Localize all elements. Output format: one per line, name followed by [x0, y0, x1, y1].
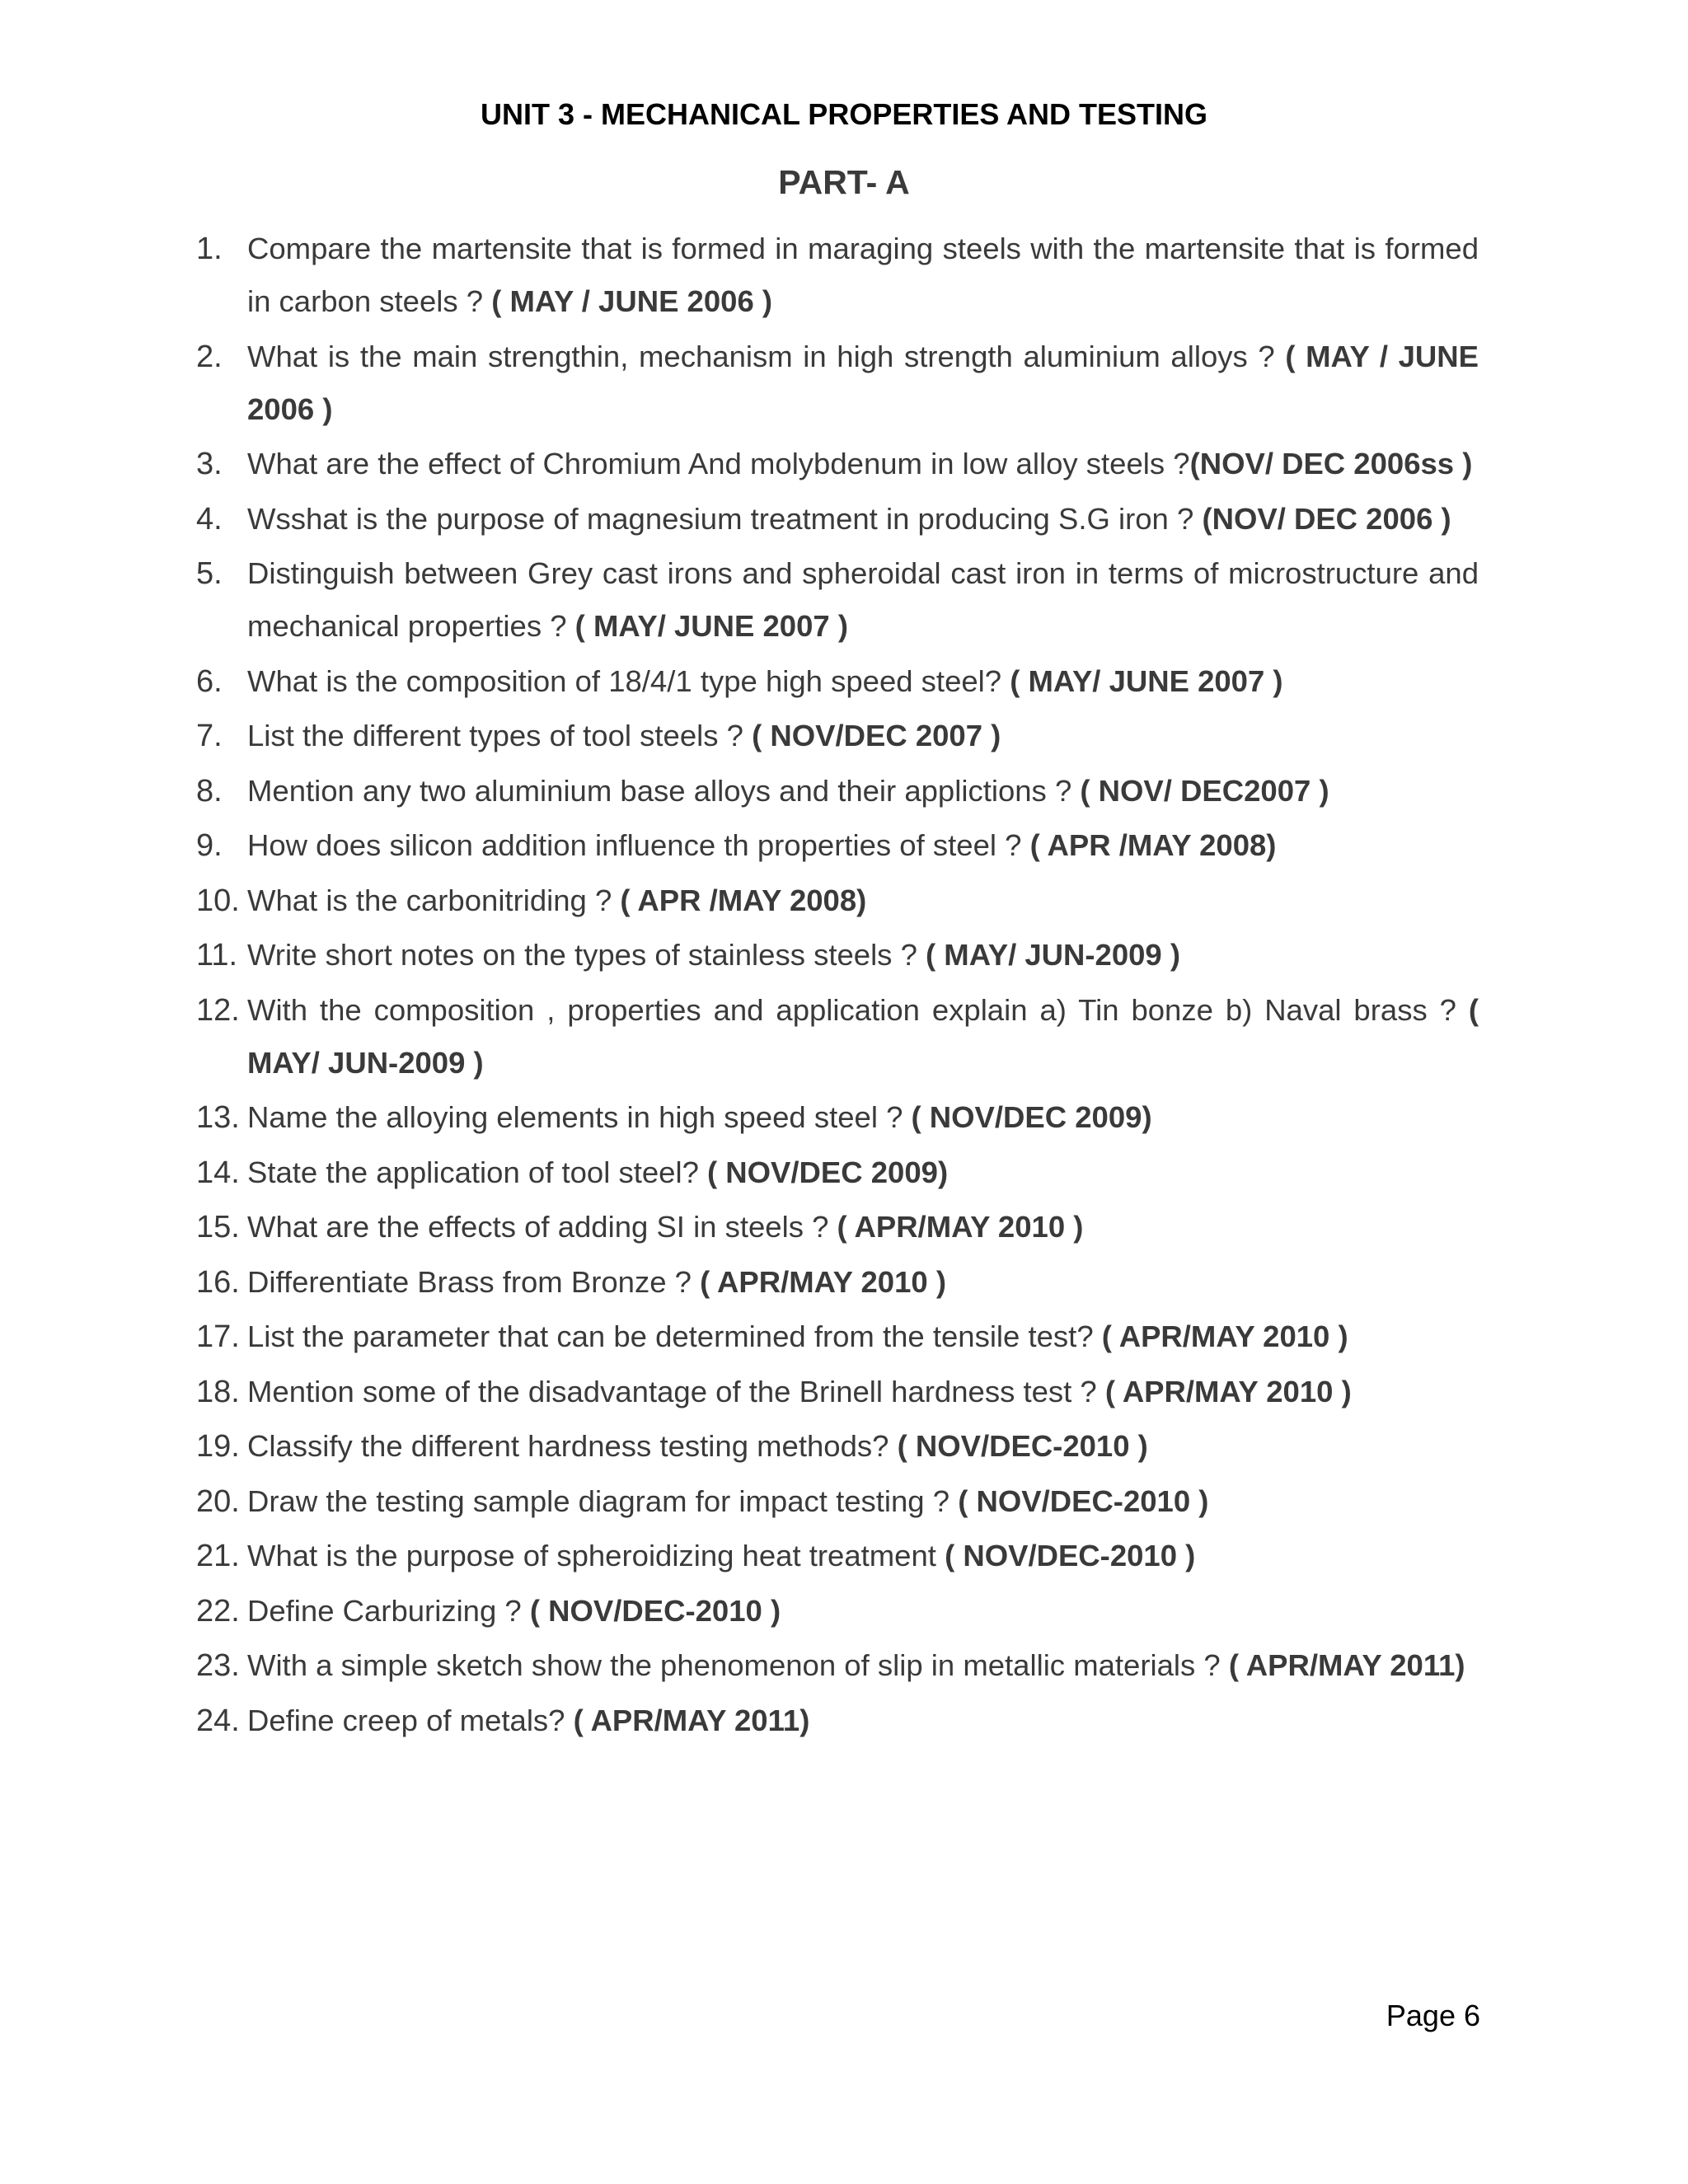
- question-text: Write short notes on the types of stainless steels ?: [247, 938, 926, 972]
- question-item: [0, 223, 1688, 328]
- question-item: [0, 1091, 1688, 1144]
- exam-reference: ( NOV/DEC 2009): [911, 1100, 1152, 1134]
- question-text: Mention some of the disadvantage of the Brinell hardness test ?: [247, 1374, 1105, 1408]
- question-item: [0, 1639, 1688, 1692]
- question-number: 5.: [196, 556, 223, 591]
- question-list: [0, 223, 1688, 1749]
- exam-reference: (NOV/ DEC 2006ss ): [1189, 447, 1473, 480]
- question-item: [0, 929, 1688, 982]
- question-number: 7.: [196, 719, 223, 753]
- question-text: Distinguish between Grey cast irons and spheroidal cast iron in terms of microstructure and mechanical properties ?: [247, 556, 1479, 643]
- exam-reference: ( NOV/ DEC2007 ): [1080, 773, 1329, 808]
- question-item: [0, 493, 1688, 546]
- exam-reference: ( MAY/ JUNE 2007 ): [574, 609, 848, 643]
- question-text: Draw the testing sample diagram for impact testing ?: [247, 1483, 959, 1518]
- question-text: State the application of tool steel?: [247, 1155, 708, 1189]
- question-number: 13.: [196, 1100, 240, 1135]
- question-item: [0, 438, 1688, 490]
- exam-reference: ( APR/MAY 2011): [1228, 1648, 1465, 1682]
- question-item: [0, 1256, 1688, 1309]
- question-item: [0, 1585, 1688, 1638]
- question-item: [0, 1146, 1688, 1199]
- question-item: [0, 655, 1688, 708]
- exam-reference: ( NOV/DEC 2009): [707, 1155, 949, 1189]
- question-number: 23.: [196, 1648, 240, 1683]
- question-text: What is the main strengthin, mechanism in high strength aluminium alloys ?: [247, 339, 1286, 373]
- question-number: 4.: [196, 501, 223, 537]
- question-text: Mention any two aluminium base alloys and their applictions ?: [247, 773, 1081, 808]
- exam-reference: ( NOV/DEC-2010 ): [897, 1429, 1148, 1463]
- question-number: 11.: [196, 938, 238, 972]
- exam-reference: ( APR/MAY 2011): [573, 1703, 810, 1737]
- exam-reference: ( MAY/ JUN-2009 ): [247, 992, 1479, 1080]
- question-text: What is the composition of 18/4/1 type high speed steel?: [247, 663, 1010, 698]
- question-text: What are the effect of Chromium And molybdenum in low alloy steels ?: [247, 447, 1190, 480]
- question-number: 24.: [196, 1703, 240, 1738]
- exam-reference: ( NOV/DEC 2007 ): [752, 719, 1001, 752]
- question-text: What is the purpose of spheroidizing heat treatment: [247, 1539, 945, 1572]
- question-number: 10.: [196, 883, 240, 918]
- question-number: 15.: [196, 1210, 240, 1244]
- question-text: What are the effects of adding SI in steels ?: [247, 1210, 837, 1244]
- question-number: 17.: [196, 1319, 240, 1354]
- question-number: 6.: [196, 663, 223, 699]
- question-number: 16.: [196, 1264, 240, 1300]
- question-text: Define creep of metals?: [247, 1703, 574, 1737]
- exam-reference: ( APR/MAY 2010 ): [1104, 1374, 1352, 1408]
- exam-reference: ( APR /MAY 2008): [620, 883, 867, 917]
- exam-reference: ( NOV/DEC-2010 ): [529, 1593, 781, 1628]
- question-number: 18.: [196, 1374, 240, 1409]
- exam-reference: ( APR/MAY 2010 ): [700, 1264, 946, 1299]
- question-text: List the parameter that can be determined from the tensile test?: [247, 1319, 1102, 1353]
- question-number: 20.: [196, 1483, 240, 1519]
- question-item: [0, 819, 1688, 872]
- question-text: How does silicon addition influence th properties of steel ?: [247, 828, 1030, 862]
- question-text: Compare the martensite that is formed in maraging steels with the martensite that is formed in carbon steels ?: [247, 232, 1479, 318]
- exam-reference: ( MAY/ JUN-2009 ): [926, 938, 1181, 972]
- question-number: 21.: [196, 1539, 240, 1573]
- question-item: [0, 1420, 1688, 1473]
- exam-reference: ( MAY / JUNE 2006 ): [491, 284, 773, 318]
- question-item: [0, 330, 1688, 436]
- question-item: [0, 547, 1688, 653]
- exam-reference: ( APR/MAY 2010 ): [1101, 1319, 1348, 1353]
- exam-reference: ( APR /MAY 2008): [1029, 828, 1277, 862]
- question-item: [0, 1694, 1688, 1747]
- question-item: [0, 1201, 1688, 1254]
- exam-reference: ( MAY / JUNE 2006 ): [247, 339, 1479, 426]
- question-item: [0, 710, 1688, 762]
- question-item: [0, 1366, 1688, 1418]
- question-item: [0, 1530, 1688, 1582]
- question-text: Define Carburizing ?: [247, 1593, 530, 1628]
- question-text: Wsshat is the purpose of magnesium treatment in producing S.G iron ?: [247, 501, 1203, 536]
- question-number: 1.: [196, 232, 223, 266]
- question-text: List the different types of tool steels ?: [247, 719, 753, 752]
- question-number: 8.: [196, 773, 223, 808]
- page-number: Page 6: [1386, 1999, 1480, 2032]
- question-number: 3.: [196, 447, 223, 481]
- question-number: 9.: [196, 828, 223, 863]
- part-heading: PART- A: [778, 163, 910, 201]
- exam-reference: ( APR/MAY 2010 ): [837, 1210, 1084, 1244]
- question-number: 12.: [196, 992, 240, 1028]
- exam-reference: ( NOV/DEC-2010 ): [958, 1483, 1209, 1518]
- exam-reference: ( NOV/DEC-2010 ): [945, 1539, 1196, 1572]
- question-number: 2.: [196, 339, 223, 374]
- question-item: [0, 765, 1688, 818]
- question-item: [0, 1310, 1688, 1363]
- question-number: 19.: [196, 1429, 240, 1464]
- question-text: What is the carbonitriding ?: [247, 883, 621, 917]
- question-text: Classify the different hardness testing methods?: [247, 1429, 898, 1463]
- question-number: 14.: [196, 1155, 240, 1190]
- question-item: [0, 984, 1688, 1090]
- question-item: [0, 874, 1688, 927]
- question-text: With a simple sketch show the phenomenon of slip in metallic materials ?: [247, 1648, 1229, 1682]
- question-item: [0, 1475, 1688, 1528]
- question-text: With the composition , properties and application explain a) Tin bonze b) Naval brass ?: [247, 992, 1469, 1027]
- exam-reference: ( MAY/ JUNE 2007 ): [1010, 663, 1283, 698]
- exam-reference: (NOV/ DEC 2006 ): [1202, 501, 1451, 536]
- question-text: Differentiate Brass from Bronze ?: [247, 1264, 701, 1299]
- question-number: 22.: [196, 1593, 240, 1629]
- question-text: Name the alloying elements in high speed steel ?: [247, 1100, 912, 1134]
- unit-title: UNIT 3 - MECHANICAL PROPERTIES AND TESTING: [480, 97, 1208, 131]
